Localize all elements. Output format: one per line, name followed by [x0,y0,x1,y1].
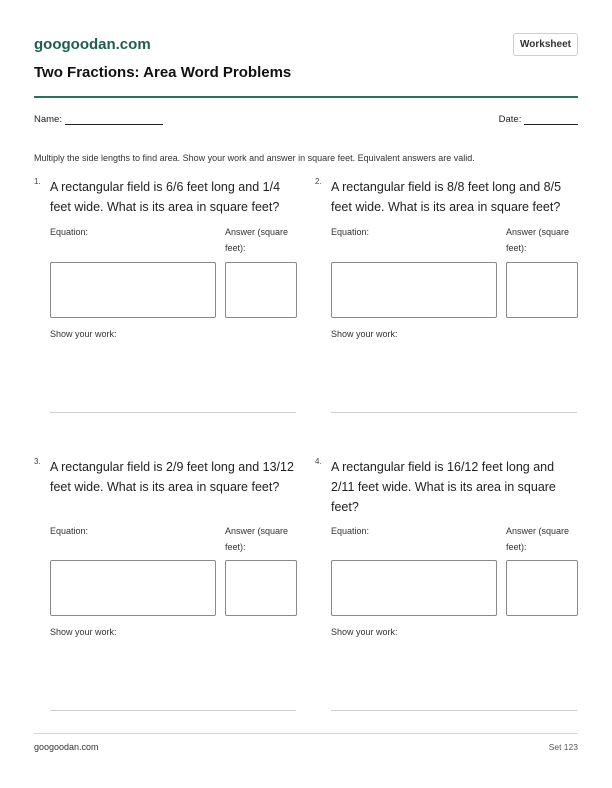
problem-number: 2. [315,177,322,186]
problem-number: 1. [34,177,41,186]
answer-label: Answer (square feet): [506,227,570,253]
equation-label: Equation: [50,227,89,237]
problem-number: 4. [315,457,322,466]
work-line [50,710,296,711]
date-label: Date: [498,114,522,125]
problem-3 [34,457,298,637]
problem-number: 3. [34,457,41,466]
problem-text: A rectangular field is 6/6 feet long and 1/4 feet wide. What is its area in square feet? [50,180,281,214]
name-field [34,114,163,125]
date-field [499,114,578,125]
equation-box[interactable] [50,560,216,616]
name-blank[interactable] [65,114,163,125]
work-line [331,710,577,711]
problem-2 [315,177,579,339]
header-divider [34,96,578,98]
page-title: Two Fractions: Area Word Problems [34,64,292,81]
problem-text: A rectangular field is 2/9 feet long and 13/12 feet wide. What is its area in square feet? [50,460,294,494]
problem-1 [34,177,298,339]
equation-label: Equation: [50,526,89,536]
equation-box[interactable] [50,262,216,318]
instructions: Multiply the side lengths to find area. Show your work and answer in square feet. Equivalent answers are valid. [34,153,475,163]
footer-site: googoodan.com [34,742,99,752]
footer-set: Set 123 [548,742,578,752]
equation-label: Equation: [331,227,370,237]
footer-divider [34,733,578,734]
problem-4 [315,457,579,637]
name-label: Name: [34,114,62,125]
answer-box[interactable] [225,560,297,616]
equation-box[interactable] [331,560,497,616]
equation-box[interactable] [331,262,497,318]
answer-box[interactable] [506,262,578,318]
brand-logo: googoodan.com [34,36,151,53]
answer-label: Answer (square feet): [506,526,570,552]
work-label: Show your work: [331,329,398,339]
answer-label: Answer (square feet): [225,227,289,253]
work-label: Show your work: [331,627,398,637]
equation-label: Equation: [331,526,370,536]
work-label: Show your work: [50,627,117,637]
work-label: Show your work: [50,329,117,339]
answer-box[interactable] [225,262,297,318]
problem-text: A rectangular field is 8/8 feet long and 8/5 feet wide. What is its area in square feet? [331,180,562,214]
worksheet-badge: Worksheet [513,33,578,56]
answer-label: Answer (square feet): [225,526,289,552]
answer-box[interactable] [506,560,578,616]
problem-text: A rectangular field is 16/12 feet long and 2/11 feet wide. What is its area in square feet? [331,460,556,514]
work-line [50,412,296,413]
work-line [331,412,577,413]
date-blank[interactable] [524,114,578,125]
